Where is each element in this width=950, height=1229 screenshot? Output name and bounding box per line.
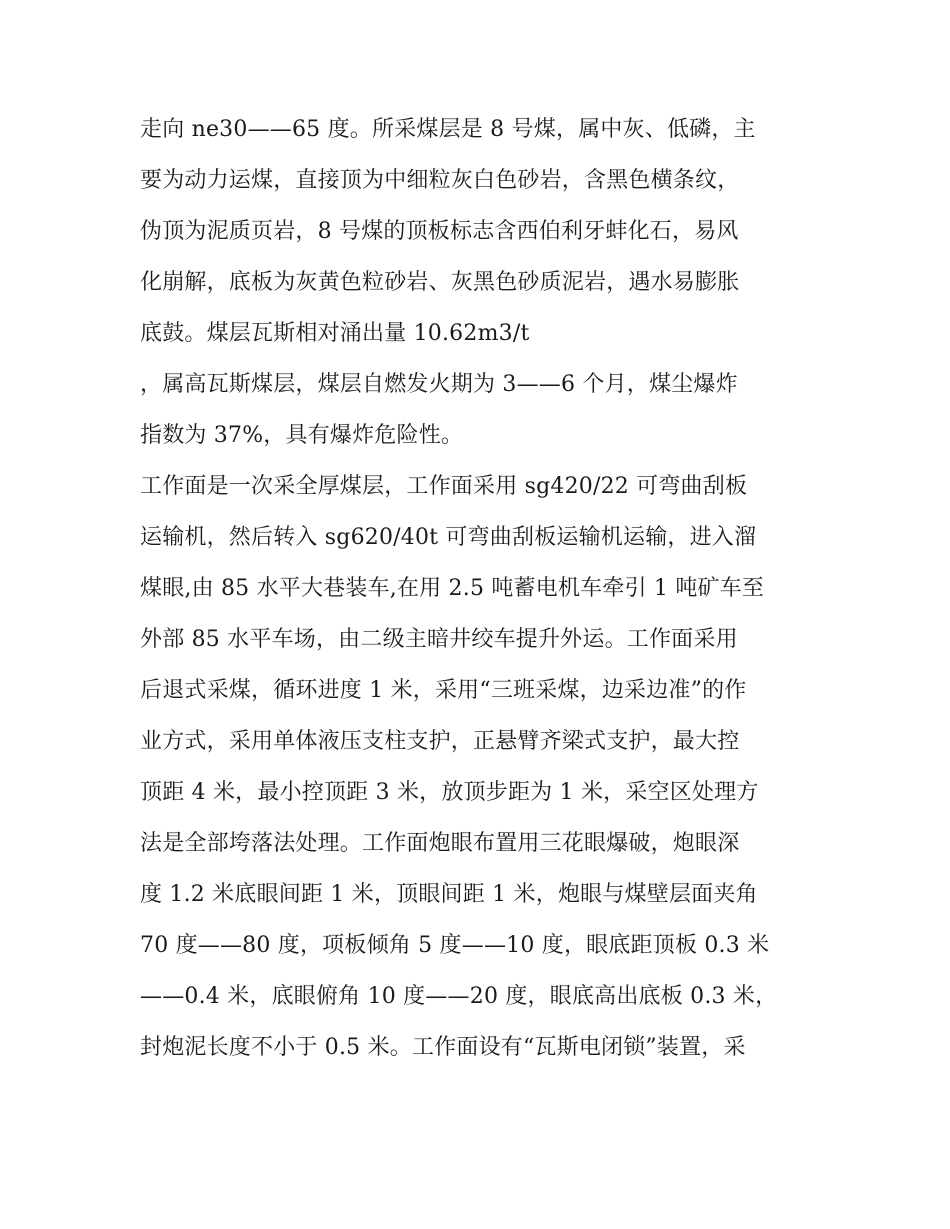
text-line: 要为动力运煤，直接顶为中细粒灰白色砂岩，含黑色横条纹， — [140, 168, 740, 193]
text-line: 工作面是一次采全厚煤层，工作面采用 sg420/22 可弯曲刮板 — [140, 474, 748, 499]
text-line: 外部 85 水平车场，由二级主暗井绞车提升外运。工作面采用 — [140, 627, 738, 652]
text-line: 封炮泥长度不小于 0.5 米。工作面设有“瓦斯电闭锁”装置，采 — [140, 1035, 746, 1060]
text-line: ，属高瓦斯煤层，煤层自燃发火期为 3——6 个月，煤尘爆炸 — [140, 372, 738, 397]
text-line: 70 度——80 度，项板倾角 5 度——10 度，眼底距顶板 0.3 米 — [140, 933, 770, 958]
text-line: ——0.4 米，底眼俯角 10 度——20 度，眼底高出底板 0.3 米， — [140, 984, 778, 1009]
text-line: 运输机，然后转入 sg620/40t 可弯曲刮板运输机运输，进入溜 — [140, 525, 757, 550]
text-line: 度 1.2 米底眼间距 1 米，顶眼间距 1 米，炮眼与煤壁层面夹角 — [140, 882, 758, 907]
text-line: 化崩解，底板为灰黄色粒砂岩、灰黑色砂质泥岩，遇水易膨胀 — [140, 270, 740, 295]
text-line: 业方式，采用单体液压支柱支护，正悬臂齐梁式支护，最大控 — [140, 729, 740, 754]
text-line: 法是全部垮落法处理。工作面炮眼布置用三花眼爆破，炮眼深 — [140, 831, 740, 856]
text-line: 走向 ne30——65 度。所采煤层是 8 号煤，属中灰、低磷，主 — [140, 117, 756, 142]
body-text — [140, 108, 830, 1077]
text-line: 后退式采煤，循环进度 1 米，采用“三班采煤，边采边准”的作 — [140, 678, 747, 703]
text-line: 伪顶为泥质页岩，8 号煤的顶板标志含西伯利牙蚌化石，易风 — [140, 219, 739, 244]
text-line: 顶距 4 米，最小控顶距 3 米，放顶步距为 1 米，采空区处理方 — [140, 780, 759, 805]
text-line: 底鼓。煤层瓦斯相对涌出量 10.62m3/t — [140, 321, 530, 346]
text-line: 煤眼,由 85 水平大巷装车,在用 2.5 吨蓄电机车牵引 1 吨矿车至 — [140, 576, 765, 601]
text-line: 指数为 37%，具有爆炸危险性。 — [140, 423, 464, 448]
